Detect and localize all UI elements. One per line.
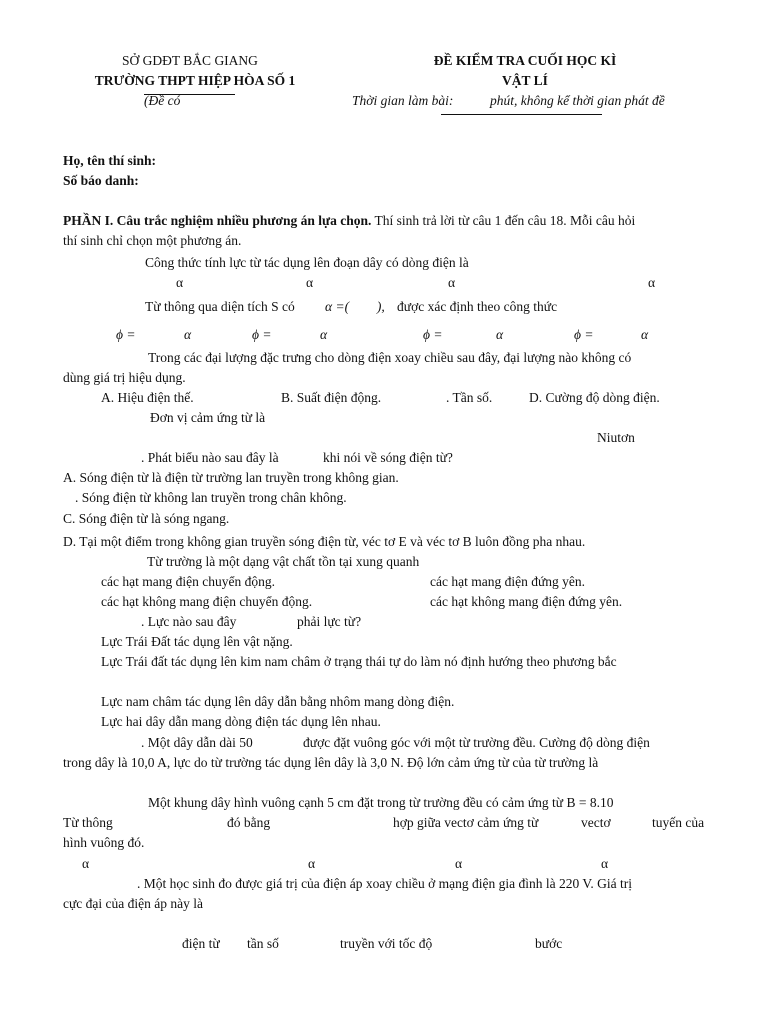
- q10-text-cont: cực đại của điện áp này là: [63, 896, 203, 911]
- exam-time-label: Thời gian làm bài:: [352, 93, 454, 108]
- q9-word-2: đó bằng: [227, 815, 271, 830]
- q2-option-d-alpha: α: [641, 327, 649, 342]
- q3-text: Trong các đại lượng đặc trưng cho dòng điện xoay chiều sau đây, đại lượng nào không có: [148, 350, 632, 365]
- q4-text: Đơn vị cảm ứng từ là: [150, 410, 266, 425]
- q4-option: Niutơn: [597, 430, 635, 445]
- q1-option-b: α: [306, 275, 314, 290]
- part1-title: PHẦN I. Câu trắc nghiệm nhiều phương án lựa chọn.: [63, 213, 372, 228]
- exam-time-note: phút, không kể thời gian phát đề: [490, 93, 665, 108]
- q2-option-c-alpha: α: [496, 327, 504, 342]
- q2-option-d-phi: ϕ =: [574, 327, 594, 342]
- q3-option-d: D. Cường độ dòng điện.: [529, 390, 660, 405]
- q2-formula: α =(⃗ ⃗ ),: [325, 299, 385, 314]
- q9-option-d: α: [601, 856, 609, 871]
- q2-option-c-phi: ϕ =: [423, 327, 443, 342]
- q9-option-c: α: [455, 856, 463, 871]
- exam-subject: VẬT LÍ: [502, 73, 548, 88]
- q6-option-a: các hạt mang điện chuyển động.: [101, 574, 275, 589]
- time-underline: [441, 114, 602, 115]
- q6-text: Từ trường là một dạng vật chất tồn tại xung quanh: [147, 554, 420, 569]
- q2-option-a-phi: ϕ =: [116, 327, 136, 342]
- q2-option-a-alpha: α: [184, 327, 192, 342]
- q2-option-b-alpha: α: [320, 327, 328, 342]
- q3-option-a: A. Hiệu điện thế.: [101, 390, 194, 405]
- q9-word-5: tuyến của: [652, 815, 705, 830]
- q7-text-b: phải lực từ?: [297, 614, 362, 629]
- q9-word-1: Từ thông: [63, 815, 113, 830]
- q2-option-b-phi: ϕ =: [252, 327, 272, 342]
- q7-option-c: Lực nam châm tác dụng lên dây dẫn bằng nhôm mang dòng điện.: [101, 694, 455, 709]
- q11-word-3: truyền với tốc độ: [340, 936, 433, 951]
- q7-option-b: Lực Trái đất tác dụng lên kim nam châm ở trạng thái tự do làm nó định hướng theo phương bắc: [101, 654, 617, 669]
- q1-option-c: α: [448, 275, 456, 290]
- q3-option-c: . Tần số.: [446, 390, 493, 405]
- q9-text: Một khung dây hình vuông cạnh 5 cm đặt trong từ trường đều có cảm ứng từ B = 8.10: [148, 795, 614, 810]
- q6-option-c: các hạt không mang điện chuyển động.: [101, 594, 313, 609]
- q11-word-2: tần số: [247, 936, 279, 951]
- school-name: TRƯỜNG THPT HIỆP HÒA SỐ 1: [94, 73, 296, 88]
- q9-word-3: hợp giữa vectơ cảm ứng từ: [393, 815, 539, 830]
- q5-option-b: . Sóng điện từ không lan truyền trong chân không.: [75, 490, 347, 505]
- q9-option-b: α: [308, 856, 316, 871]
- student-id-label: Số báo danh:: [63, 173, 139, 188]
- q1-option-d: α: [648, 275, 656, 290]
- q6-option-b: các hạt mang điện đứng yên.: [430, 574, 586, 589]
- q5-text-b: khi nói về sóng điện từ?: [323, 450, 453, 465]
- q3-text-cont: dùng giá trị hiệu dụng.: [63, 370, 186, 385]
- q3-option-b: B. Suất điện động.: [281, 390, 382, 405]
- note-underline: [144, 94, 235, 95]
- exam-title: ĐỀ KIỂM TRA CUỐI HỌC KÌ: [433, 53, 617, 68]
- part1-heading: [63, 213, 635, 229]
- q1-text: Công thức tính lực từ tác dụng lên đoạn dây có dòng điện là: [145, 255, 469, 270]
- q7-text-a: . Lực nào sau đây: [141, 614, 237, 629]
- q5-text-a: . Phát biểu nào sau đây là: [141, 450, 279, 465]
- q5-option-c: C. Sóng điện từ là sóng ngang.: [63, 511, 230, 526]
- student-name-label: Họ, tên thí sinh:: [63, 153, 157, 168]
- q5-option-a: A. Sóng điện từ là điện từ trường lan truyền trong không gian.: [63, 470, 399, 485]
- part1-instruction: Thí sinh trả lời từ câu 1 đến câu 18. Mỗi câu hỏi: [371, 213, 636, 228]
- q8-text-a: . Một dây dẫn dài 50: [141, 735, 253, 750]
- exam-page-note: (Đề có: [144, 93, 181, 108]
- q9-word-4: vectơ: [581, 815, 611, 830]
- q5-option-d: D. Tại một điểm trong không gian truyền sóng điện từ, véc tơ E và véc tơ B luôn đồng pha nhau.: [63, 534, 586, 549]
- q11-word-4: bước: [535, 936, 563, 951]
- part1-instruction-cont: thí sinh chỉ chọn một phương án.: [63, 233, 242, 248]
- q1-option-a: α: [176, 275, 184, 290]
- q8-text-cont: trong dây là 10,0 A, lực do từ trường tác dụng lên dây là 3,0 N. Độ lớn cảm ứng từ của từ trường là: [63, 755, 599, 770]
- q8-text-b: được đặt vuông góc với một từ trường đều. Cường độ dòng điện: [303, 735, 650, 750]
- q2-text-a: Từ thông qua diện tích S có: [145, 299, 295, 314]
- q6-option-d: các hạt không mang điện đứng yên.: [430, 594, 623, 609]
- q11-word-1: điện từ: [182, 936, 220, 951]
- department-name: SỞ GDĐT BẮC GIANG: [122, 53, 258, 68]
- q10-text: . Một học sinh đo được giá trị của điện áp xoay chiều ở mạng điện gia đình là 220 V. Giá trị: [137, 876, 632, 891]
- q7-option-d: Lực hai dây dẫn mang dòng điện tác dụng lên nhau.: [101, 714, 381, 729]
- q2-text-b: được xác định theo công thức: [397, 299, 558, 314]
- q7-option-a: Lực Trái Đất tác dụng lên vật nặng.: [101, 634, 293, 649]
- q9-option-a: α: [82, 856, 90, 871]
- q9-text-cont: hình vuông đó.: [63, 835, 145, 850]
